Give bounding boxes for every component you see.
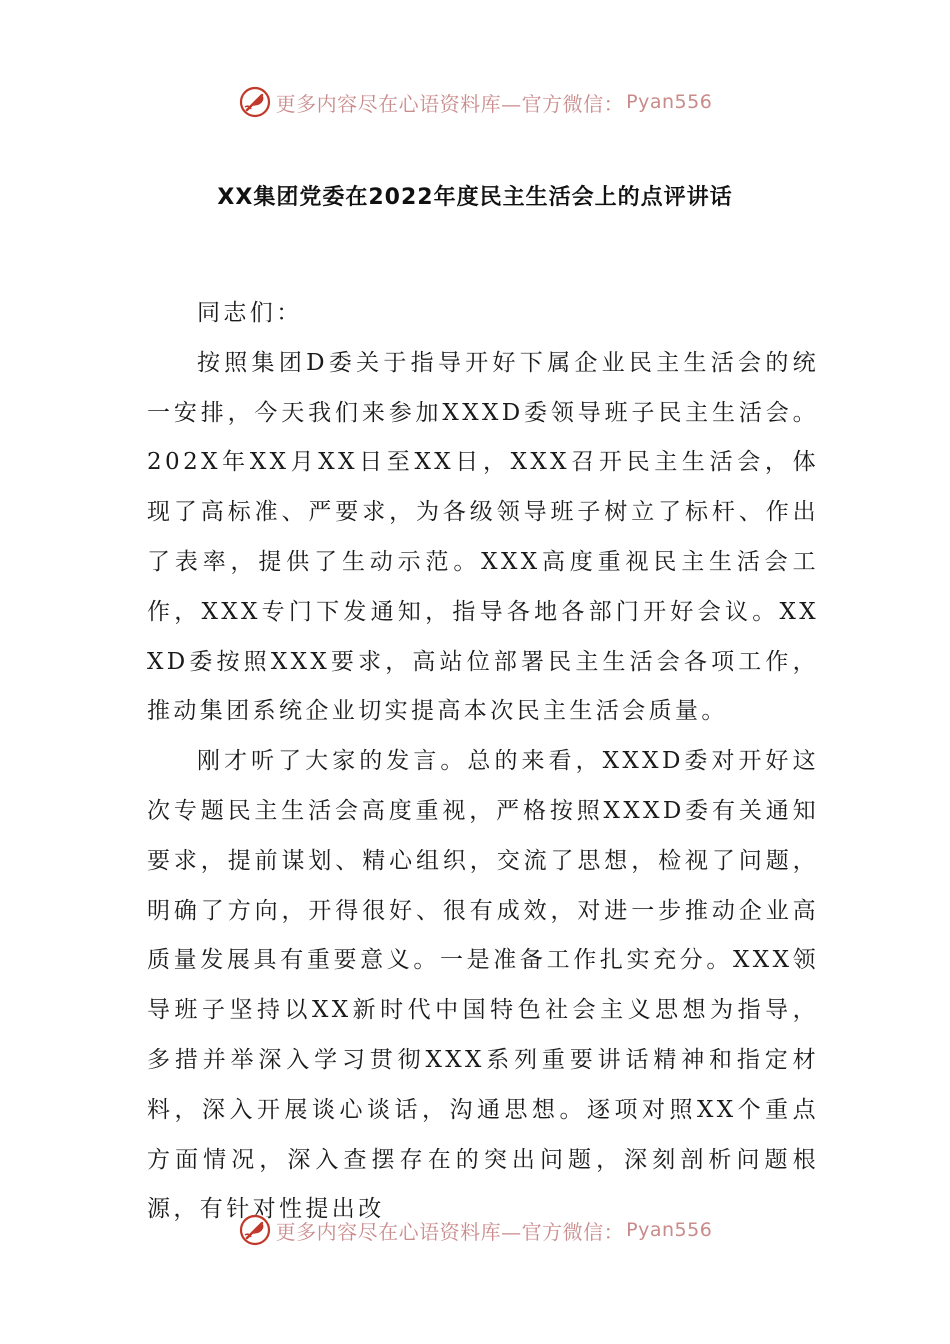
watermark-handle: Pyan556: [626, 91, 713, 113]
watermark-text: 更多内容尽在心语资料库—官方微信：: [275, 91, 625, 116]
document-title: XX集团党委在2022年度民主生活会上的点评讲话: [217, 185, 733, 210]
paragraph-1: 按照集团D委关于指导开好下属企业民主生活会的统一安排，今天我们来参加XXXD委领导班子民主生活会。202X年XX月XX日至XX日，XXX召开民主生活会，体现了高标准、严要求，为各级领导班子树立了标杆、作出了表率，提供了生动示范。XXX高度重视民主生活会工作，XXX专门下发通知，指导各地各部门开好会议。XXXD委按照XXX要求，高站位部署民主生活会各项工作，推动集团系统企业切实提高本次民主生活会质量。: [147, 349, 819, 725]
greeting: 同志们：: [197, 300, 303, 326]
document-body: [147, 289, 819, 1235]
watermark-text: 更多内容尽在心语资料库—官方微信：: [275, 1219, 625, 1244]
quill-logo-icon: [238, 85, 272, 119]
watermark-handle: Pyan556: [626, 1219, 713, 1241]
watermark-header: [0, 82, 950, 122]
quill-logo-icon: [238, 1213, 272, 1247]
paragraph-2: 刚才听了大家的发言。总的来看，XXXD委对开好这次专题民主生活会高度重视，严格按照XXXD委有关通知要求，提前谋划、精心组织，交流了思想，检视了问题，明确了方向，开得很好、很有成效，对进一步推动企业高质量发展具有重要意义。一是准备工作扎实充分。XXX领导班子坚持以XX新时代中国特色社会主义思想为指导，多措并举深入学习贯彻XXX系列重要讲话精神和指定材料，深入开展谈心谈话，沟通思想。逐项对照XX个重点方面情况，深入查摆存在的突出问题，深刻剖析问题根源，有针对性提出改: [147, 748, 819, 1223]
watermark-footer: [0, 1210, 950, 1250]
